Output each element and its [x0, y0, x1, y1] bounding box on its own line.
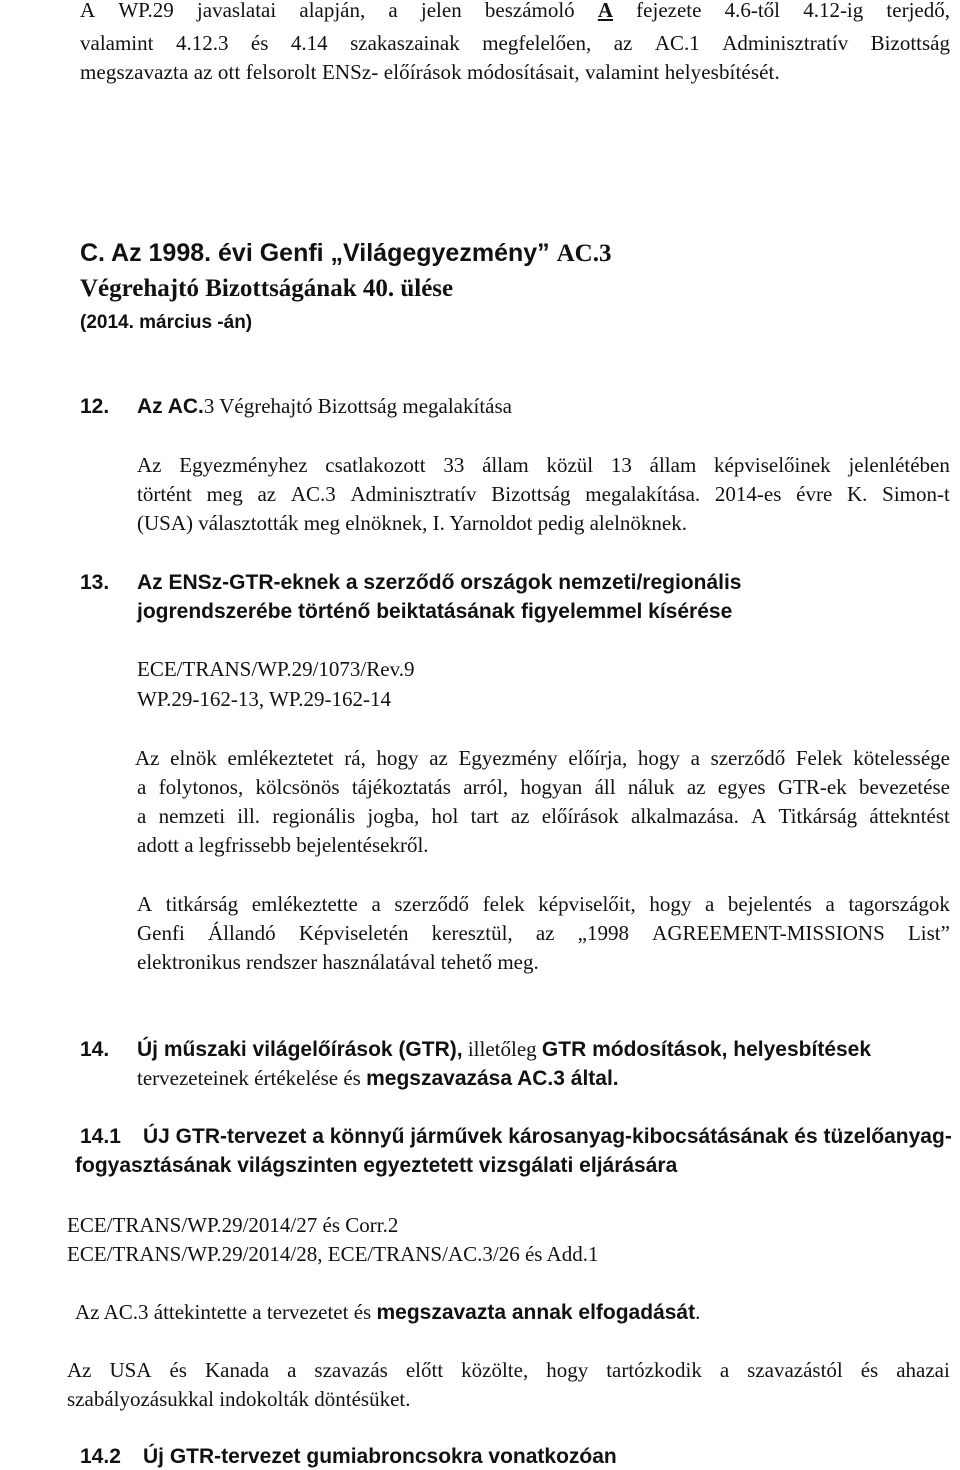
item-14-1-p2-line-1 [67, 1357, 950, 1383]
word: az [429, 746, 448, 770]
word: áttekntést [869, 804, 950, 828]
word: kölcsönös [255, 775, 340, 799]
word: A [597, 0, 614, 22]
word: előtt [405, 1358, 444, 1382]
word: hogyan [520, 775, 583, 799]
item-14-1-p1-end: . [695, 1300, 701, 1324]
section-c-title-suffix: AC.3 [556, 240, 612, 267]
item-14-normal-1: illetőleg [462, 1037, 542, 1061]
word: történt [137, 482, 192, 506]
word: A [80, 0, 96, 22]
item-14-2-title: Új GTR-tervezet gumiabroncsokra vonatkozóan [143, 1445, 617, 1468]
word: Képviseletén [298, 921, 409, 945]
word: szerződő [710, 746, 786, 770]
word: hol [431, 804, 459, 828]
word: jelenlétében [848, 453, 950, 477]
word: hogy [637, 746, 680, 770]
item-14-1-title-1: ÚJ GTR-tervezet a könnyű járművek károsanyag-kibocsátásának és tüzelőanyag- [143, 1125, 952, 1148]
word: rá, [344, 746, 366, 770]
word: Az [135, 746, 160, 770]
word: jelen [420, 0, 462, 22]
word: WP.29 [118, 0, 174, 22]
word: képviselőinek [714, 453, 831, 477]
item-14-1-title-line-1 [80, 1124, 952, 1150]
item-12-line-3: (USA) választották meg elnöknek, I. Yarnoldot pedig alelnöknek. [137, 511, 687, 535]
word: Genfi [137, 921, 185, 945]
word: megfelelően, [482, 31, 592, 55]
word: és [250, 31, 269, 55]
word: Egyezményhez [179, 453, 308, 477]
item-13-heading-line-1 [80, 570, 741, 596]
item-13-p1-line-4: adott a legfrissebb bejelentésekről. [137, 833, 429, 857]
word: kötelessége [853, 746, 950, 770]
item-14-1-title-line-2: fogyasztásának világszinten egyeztetett vizsgálati eljárására [75, 1154, 678, 1177]
word: közölte, [461, 1358, 529, 1382]
word: csatlakozott [325, 453, 426, 477]
word: szavazás [314, 1358, 388, 1382]
word: javaslatai [196, 0, 277, 22]
word: náluk [627, 775, 675, 799]
word: USA [109, 1358, 152, 1382]
item-13-p1-line-3 [137, 803, 950, 829]
word: szakaszainak [350, 31, 460, 55]
word: az [535, 921, 555, 945]
word: beszámoló [484, 0, 575, 22]
word: alkalmazása. [631, 804, 739, 828]
word: jogba, [367, 804, 420, 828]
word: szavazástól [747, 1358, 843, 1382]
section-c-title-line-3: (2014. március -án) [80, 312, 253, 333]
word: Adminisztratív [350, 482, 477, 506]
word: fejezete [636, 0, 702, 22]
item-13-number: 13. [80, 571, 110, 594]
word: és [860, 1358, 879, 1382]
item-14-line-1 [80, 1036, 871, 1063]
word: a [388, 0, 398, 22]
word: 2014-es [714, 482, 782, 506]
word: a [690, 746, 700, 770]
item-14-1-p1-bold: megszavazta annak elfogadását [376, 1301, 696, 1324]
item-12-number: 12. [80, 395, 110, 418]
item-14-1-p1 [75, 1299, 700, 1326]
word: a [371, 892, 381, 916]
item-14-2-title-line [80, 1444, 617, 1470]
item-14-normal-2: tervezeteinek értékelése és [137, 1066, 367, 1090]
word: Felek [795, 746, 843, 770]
item-14-1-p1-normal: Az AC.3 áttekintette a tervezetet és [75, 1300, 377, 1324]
item-14-1-p2-line-2: szabályozásukkal indokolták döntésüket. [67, 1387, 411, 1411]
item-13-heading-line-2: jogrendszerébe történő beiktatásának figyelemmel kísérése [137, 600, 733, 623]
word: meg [206, 482, 243, 506]
word: Az [137, 453, 162, 477]
intro-line-1 [80, 0, 950, 23]
item-13-p2-line-3: elektronikus rendszer használatával tehető meg. [137, 950, 539, 974]
word: Állandó [208, 921, 276, 945]
word: a [287, 1358, 297, 1382]
item-13-p2-line-2 [137, 920, 950, 946]
word: a [825, 892, 835, 916]
word: egyes [717, 775, 766, 799]
word: ill. [237, 804, 261, 828]
word: AC.3 [290, 482, 336, 506]
word: a [137, 775, 147, 799]
item-12-line-2 [137, 481, 950, 507]
word: hogy [649, 892, 692, 916]
word: Simon-t [882, 482, 950, 506]
word: emlékeztetet [227, 746, 334, 770]
item-14-line-2 [137, 1065, 619, 1092]
word: Titkárság [778, 804, 858, 828]
word: az [510, 804, 530, 828]
word: A [751, 804, 767, 828]
word: Kanada [204, 1358, 270, 1382]
word: titkárság [165, 892, 239, 916]
word: Bizottság [491, 482, 571, 506]
word: hogy [546, 1358, 589, 1382]
word: 4.6-től [724, 0, 781, 22]
word: tájékoztatás [351, 775, 451, 799]
word: hogy [376, 746, 419, 770]
item-13-heading-1: Az ENSz-GTR-eknek a szerződő országok nemzeti/regionális [137, 571, 742, 594]
word: elnök [170, 746, 217, 770]
word: 4.14 [290, 31, 328, 55]
intro-line-2 [80, 30, 950, 56]
word: tart [470, 804, 499, 828]
word: arról, [463, 775, 509, 799]
word: bevezetése [859, 775, 950, 799]
item-13-p2-line-1 [137, 891, 950, 917]
word: K. [847, 482, 868, 506]
word: állam [649, 453, 697, 477]
item-13-p1-line-2 [137, 774, 950, 800]
item-14-bold-3: megszavazása AC.3 által. [366, 1067, 619, 1090]
word: megalakítása. [585, 482, 701, 506]
word: ahazai [896, 1358, 950, 1382]
word: valamint [80, 31, 154, 55]
item-14-bold-1: Új műszaki világelőírások (GTR), [137, 1038, 463, 1061]
section-c-title-line-1 [80, 240, 611, 267]
item-12-line-1 [137, 452, 950, 478]
word: regionális [272, 804, 356, 828]
word: 13 [610, 453, 632, 477]
word: Egyezmény [458, 746, 558, 770]
word: előírja, [568, 746, 628, 770]
word: alapján, [299, 0, 366, 22]
word: emlékeztette [251, 892, 358, 916]
item-13-p1-line-1 [135, 745, 950, 771]
item-14-1-doc-2: ECE/TRANS/WP.29/2014/28, ECE/TRANS/AC.3/26 és Add.1 [67, 1242, 599, 1266]
word: AC.1 [654, 31, 700, 55]
word: áll [594, 775, 616, 799]
word: tagországok [848, 892, 950, 916]
word: és [169, 1358, 187, 1382]
word: évre [796, 482, 833, 506]
word: bejelentés [727, 892, 812, 916]
section-c-title-line-2: Végrehajtó Bizottságának 40. ülése [80, 275, 454, 302]
word: 4.12.3 [175, 31, 229, 55]
item-14-2-number: 14.2 [80, 1445, 121, 1468]
word: az [257, 482, 277, 506]
item-14-1-doc-1: ECE/TRANS/WP.29/2014/27 és Corr.2 [67, 1213, 399, 1237]
word: „1998 [577, 921, 629, 945]
word: felek [482, 892, 525, 916]
word: Adminisztratív [722, 31, 849, 55]
word: folytonos, [158, 775, 244, 799]
word: képviselőit, [538, 892, 636, 916]
item-12-heading [80, 393, 512, 420]
word: List” [907, 921, 950, 945]
word: Az [67, 1358, 92, 1382]
item-14-1-number: 14.1 [80, 1125, 121, 1148]
word: GTR-ek [777, 775, 847, 799]
intro-line-3: megszavazta az ott felsorolt ENSz- előírások módosításait, valamint helyesbítését. [80, 60, 780, 84]
item-14-number: 14. [80, 1038, 110, 1061]
item-12-heading-first: Az AC. [137, 395, 204, 418]
word: a [704, 892, 715, 916]
word: a [719, 1358, 730, 1382]
word: az [613, 31, 633, 55]
word: közül [546, 453, 594, 477]
item-14-bold-2: GTR módosítások, helyesbítések [541, 1038, 872, 1061]
section-c-title-prefix: C. Az 1998. évi Genfi „Világegyezmény” [80, 239, 550, 267]
word: AGREEMENT-MISSIONS [652, 921, 885, 945]
item-12-heading-text: 3 Végrehajtó Bizottság megalakítása [203, 394, 512, 418]
word: az [686, 775, 706, 799]
word: 4.12-ig [803, 0, 864, 22]
word: előírások [541, 804, 619, 828]
word: tartózkodik [606, 1358, 702, 1382]
word: 33 [443, 453, 465, 477]
word: terjedő, [886, 0, 950, 22]
item-13-doc-1: ECE/TRANS/WP.29/1073/Rev.9 [137, 657, 415, 681]
word: a [137, 804, 147, 828]
word: A [137, 892, 153, 916]
word: keresztül, [431, 921, 513, 945]
word: szerződő [394, 892, 470, 916]
word: Bizottság [870, 31, 950, 55]
item-13-doc-2: WP.29-162-13, WP.29-162-14 [137, 687, 391, 711]
word: állam [482, 453, 529, 477]
word: nemzeti [158, 804, 226, 828]
